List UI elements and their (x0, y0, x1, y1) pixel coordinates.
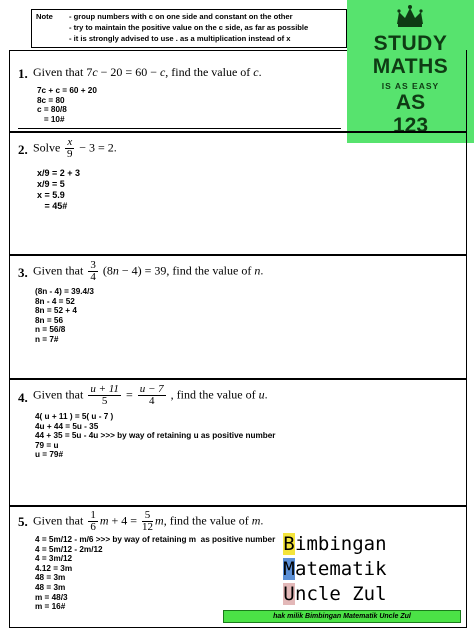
working-steps: 7c + c = 60 + 20 8c = 80 c = 80/8 = 10# (37, 86, 97, 124)
badge-line: AS (395, 91, 426, 114)
note-item: - it is strongly advised to use . as a multiplication instead of x (69, 34, 291, 43)
badge-line: IS AS EASY (381, 81, 440, 91)
brand-word-1: Bimbingan (283, 533, 387, 555)
question-number: 5. (18, 514, 28, 529)
question-text: Given that 7c − 20 = 60 − c, find the value of c. (33, 65, 262, 79)
question-number: 4. (18, 390, 28, 405)
question-text: Solve $\frac{x}{9}$ − 3 = 2. (33, 136, 117, 160)
badge-line: 123 (392, 114, 429, 137)
note-list (69, 11, 308, 44)
crown-icon (395, 4, 425, 28)
question-number: 3. (18, 265, 28, 280)
working-steps: x/9 = 2 + 3 x/9 = 5 x = 5.9 = 45# (37, 168, 81, 211)
note-item: - try to maintain the positive value on the c side, as far as possible (69, 23, 309, 32)
working-steps: 4( u + 11 ) = 5( u - 7 ) 4u + 44 = 5u - 35 44 + 35 = 5u - 4u >>> by way of retaining u as positive number 79 = u u = 79# (35, 412, 276, 460)
frame-divider (9, 50, 347, 51)
question-number: 2. (18, 142, 28, 157)
note-box (31, 9, 347, 48)
answer-rule (18, 128, 341, 129)
question-text: Given that $\frac{1}{6}$ m + 4 = $\frac{5}{12}$ m, find the value of m. (33, 509, 264, 533)
badge-line: MATHS (372, 55, 449, 78)
note-heading: Note (36, 12, 53, 21)
question-text: Given that $\frac{3}{4}$ (8n − 4) = 39, find the value of n. (33, 259, 264, 283)
question-text: Given that $\frac{u + 11}{5}$ = $\frac{u - 7}{4}$ , find the value of u. (33, 383, 268, 407)
brand-word-3: Uncle Zul (283, 583, 387, 605)
copyright-footer: hak milik Bimbingan Matematik Uncle Zul (223, 610, 461, 623)
badge-line: STUDY (373, 32, 448, 55)
note-item: - group numbers with c on one side and constant on the other (69, 12, 293, 21)
working-steps: (8n - 4) = 39.4/3 8n - 4 = 52 8n = 52 + 4 8n = 56 n = 56/8 n = 7# (35, 287, 94, 344)
question-number: 1. (18, 66, 28, 81)
brand-word-2: Matematik (283, 558, 387, 580)
working-steps: 4 = 5m/12 - m/6 >>> by way of retaining m as positive number 4 = 5m/12 - 2m/12 4 = 3m/12 4.12 = 3m 48 = 3m 48 = 3m m = 48/3 m = 16# (35, 535, 276, 612)
